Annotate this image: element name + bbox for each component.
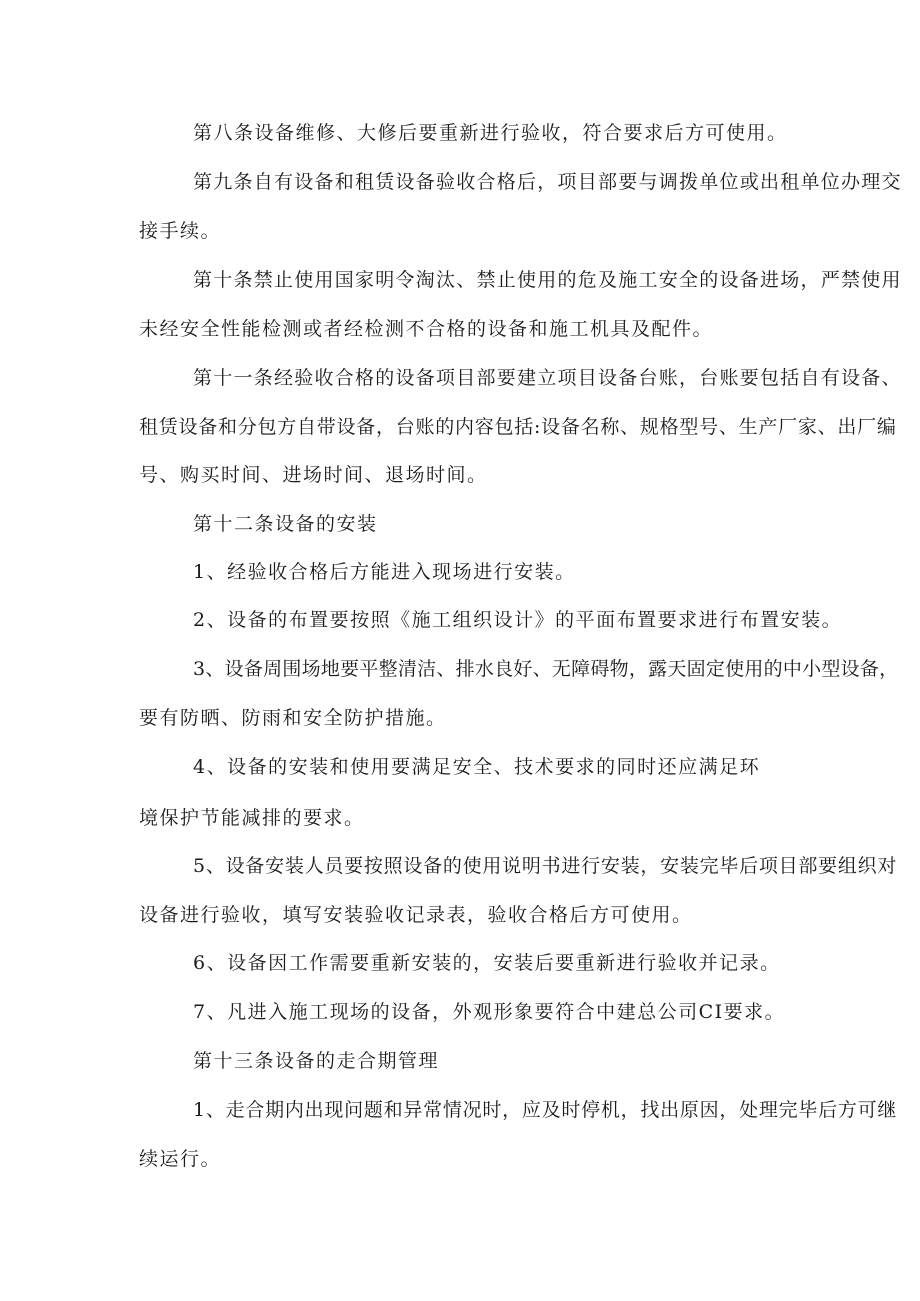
list-item-12-3-line-2: 要有防晒、防雨和安全防护措施。 [139, 707, 447, 729]
list-item-12-6: 6、设备因工作需要重新安装的，安装后要重新进行验收并记录。 [193, 952, 781, 974]
list-item-12-4-line-2: 境保护节能减排的要求。 [139, 807, 365, 829]
paragraph-article-11-line-3: 号、购买时间、进场时间、退场时间。 [139, 464, 488, 486]
heading-article-13: 第十三条设备的走合期管理 [193, 1050, 440, 1072]
paragraph-article-11-line-1: 第十一条经验收合格的设备项目部要建立项目设备台账，台账要包括自有设备、 [193, 367, 902, 389]
list-item-12-4-line-1: 4、设备的安装和使用要满足安全、技术要求的同时还应满足环 [193, 756, 761, 778]
list-item-12-5-line-1: 5、设备安装人员要按照设备的使用说明书进行安装，安装完毕后项目部要组织对 [193, 855, 898, 877]
paragraph-article-8: 第八条设备维修、大修后要重新进行验收，符合要求后方可使用。 [193, 122, 788, 144]
paragraph-article-10-line-1: 第十条禁止使用国家明令淘汰、禁止使用的危及施工安全的设备进场，严禁使用 [193, 269, 902, 291]
list-item-12-5-line-2: 设备进行验收，填写安装验收记录表，验收合格后方可使用。 [139, 904, 693, 926]
list-item-12-7: 7、凡进入施工现场的设备，外观形象要符合中建总公司CI要求。 [193, 1001, 786, 1023]
paragraph-article-9-line-2: 接手续。 [139, 220, 222, 242]
paragraph-article-11-line-2: 租赁设备和分包方自带设备，台账的内容包括:设备名称、规格型号、生产厂家、出厂编 [139, 416, 897, 438]
heading-article-12: 第十二条设备的安装 [193, 513, 378, 535]
list-item-12-2: 2、设备的布置要按照《施工组织设计》的平面布置要求进行布置安装。 [193, 609, 843, 631]
list-item-13-1-line-2: 续运行。 [139, 1148, 222, 1170]
list-item-12-1: 1、经验收合格后方能进入现场进行安装。 [193, 561, 576, 583]
paragraph-article-9-line-1: 第九条自有设备和租赁设备验收合格后，项目部要与调拨单位或出租单位办理交 [193, 171, 902, 193]
list-item-13-1-line-1: 1、走合期内出现问题和异常情况时，应及时停机，找出原因，处理完毕后方可继 [193, 1099, 898, 1121]
list-item-12-3-line-1: 3、设备周围场地要平整清洁、排水良好、无障碍物，露天固定使用的中小型设备， [193, 658, 899, 680]
paragraph-article-10-line-2: 未经安全性能检测或者经检测不合格的设备和施工机具及配件。 [139, 318, 714, 340]
